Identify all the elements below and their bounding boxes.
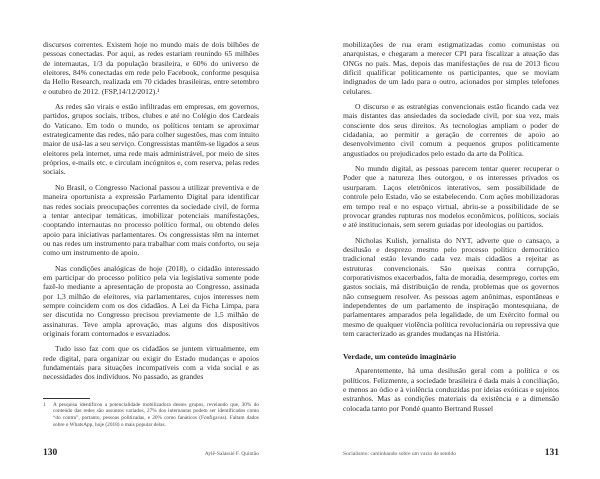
left-page-body [43,40,259,388]
paragraph: discursos correntes. Existem hoje no mundo mais de dois bilhões de pessoas conectadas. Por aqui, as redes estariam reunindo 65 milhões de internautas, 1/3 da população brasileira, e 60% do universo de eleitores, 84% conectadas em rede pelo Facebook, conforme pesquisa da Hello Research, realizada em 70 cidades brasileiras, entre setembro e outubro de 2012. (FSP,14/12/2012).¹ [43,40,259,96]
paragraph: No mundo digital, as pessoas parecem tentar querer recuperar o Poder que a natureza lhes outorgou, e os interesses privados os usurparam. Laços eletrônicos interativos, sem possibilidade de controle pelo Estado, vão se estabelecendo. Com ações mobilizadoras em tempo real e no espaço virtual, abriu-se a possibilidade de se provocar grandes rupturas nos modelos econômicos, políticos, sociais e até institucionais, sem serem guiadas por ideologias ou partidos. [343,164,559,230]
paragraph: No Brasil, o Congresso Nacional passou a utilizar preventiva e de maneira oportunista a expressão Parlamento Digital para identificar nas redes sociais preocupações correntes da sociedade civil, de forma a tentar antecipar temáticas, imobilizar potenciais manifestações, cooptando internautas no processo político formal, ou obtendo deles apoio para iniciativas parlamentares. Os congressistas têm na internet ou nas redes um instrumento para trabalhar com mais conforto, ou seja como um instrumento de apoio. [43,182,259,258]
right-page-body [343,40,559,419]
footnote-text: A pesquisa identificou a potencialidade mobilizadora desses grupos, revelando que, 30% do conteúdo das redes são assuntos variados, 27% dos internautas podem ser identificados como “do contra”, portanto, pessoas politizadas, e 20% como fanáticos (Fonfigavas). Faltam dados sobre o WhatsApp, hoje (2018) o mais popular delas. [53,401,259,429]
page-number: 130 [43,447,58,458]
page-number: 131 [544,447,559,458]
spacer [43,388,259,394]
footnote-number: 1 [43,401,46,408]
paragraph: Aparentemente, há uma desilusão geral com a política e os políticos. Felizmente, a sociedade brasileira é dada mais à conciliação, e menos ao ódio e à violência conduzidas por ideias exóticas e sujeitos estranhos. Mas as condições materiais da existência e a dimensão colocada tanto por Pondé quanto Bertrand Russel [343,366,559,413]
right-page [300,0,600,479]
left-footer [43,447,259,459]
spacer [343,419,559,429]
paragraph: Tudo isso faz com que os cidadãos se juntem virtualmente, em rede digital, para organizar ou exigir do Estado mudanças e apoios fundamentais para situações incompatíveis com a vida social e as necessidades dos indivíduos. No passado, as grandes [43,344,259,382]
section-heading: Verdade, um conteúdo imaginário [343,352,457,362]
paragraph: O discurso e as estratégias convencionais estão ficando cada vez mais distantes das ansiedades da sociedade civil, por sua vez, mais consciente dos seus direitos. As tecnologias ampliam o poder de cidadania, ao permitir a geração de correntes de apoio ao desenvolvimento civil comum a pequenos grupos politicamente angustiados ou prejudicados pelo estado da arte da Política. [343,102,559,158]
footnote-divider [43,398,90,399]
footnote [43,402,259,429]
paragraph: Nicholas Kulish, jornalista do NYT, adverte que o cansaço, a desilusão e desprezo mesmo pelo processo político democrático tradicional estão levando cada vez mais cidadãos a rejeitar as estruturas convencionais. São queixas contra corrupção, corporativismos exacerbados, falta de moradia, desemprego, cortes em gastos sociais, má distribuição de renda, problemas que os governos não conseguem resolver. As pessoas agem anônimas, espontâneas e independentes de um parlamento de inspiração montesquiana, de parlamentares amparados pela legalidade, de um Exército formal ou mesmo de qualquer violência política revolucionária ou repressiva que tem caracterizado as grandes mudanças na História. [343,235,559,338]
paragraph: Nas condições analógicas de hoje (2018), o cidadão interessado em participar do processo político pela via legislativa somente pode fazê-lo mediante a apresentação de proposta ao Congresso, assinada por 1,3 milhão de eleitores, via parlamentares, cujos interesses nem sempre coincidem com os dos cidadãos. A Lei da Ficha Limpa, para ser discutida no Congresso precisou previamente de 1,5 milhão de assinaturas. Teve ampla aprovação, mas alguns dos dispositivos originais foram contornados e esvaziados. [43,263,259,338]
paragraph: As redes são virais e estão infiltradas em empresas, em governos, partidos, grupos sociais, tribos, clubes e até no Colégio dos Cardeais do Vaticano. Em todo o mundo, os políticos tentam se aproximar estrategicamente das redes, não para colher sugestões, mas com intuito maior de usá-las a seu serviço. Congressistas mantêm-se ligados a seus eleitores pela internet, uma rede mais administrável, por meio de sites próprios, e-mails etc. e circulam incógnitos e, com reserva, pelas redes sociais. [43,102,259,177]
right-footer [343,447,559,459]
running-head-author: Aylê-Salassié F. Quintão [204,450,259,457]
running-head-title: Socialismo: caminhando sobre um vazio de sentido [343,450,457,457]
paragraph: mobilizações de rua eram estigmatizadas como comunistas ou anarquistas, e chegaram a merecer CPI para fiscalizar a atuação das ONGs no país. Mas, depois das manifestações de rua de 2013 ficou difícil qualificar politicamente os participantes, que se moviam indignados de um lado para o outro, acionados por simples telefones celulares. [343,40,559,96]
